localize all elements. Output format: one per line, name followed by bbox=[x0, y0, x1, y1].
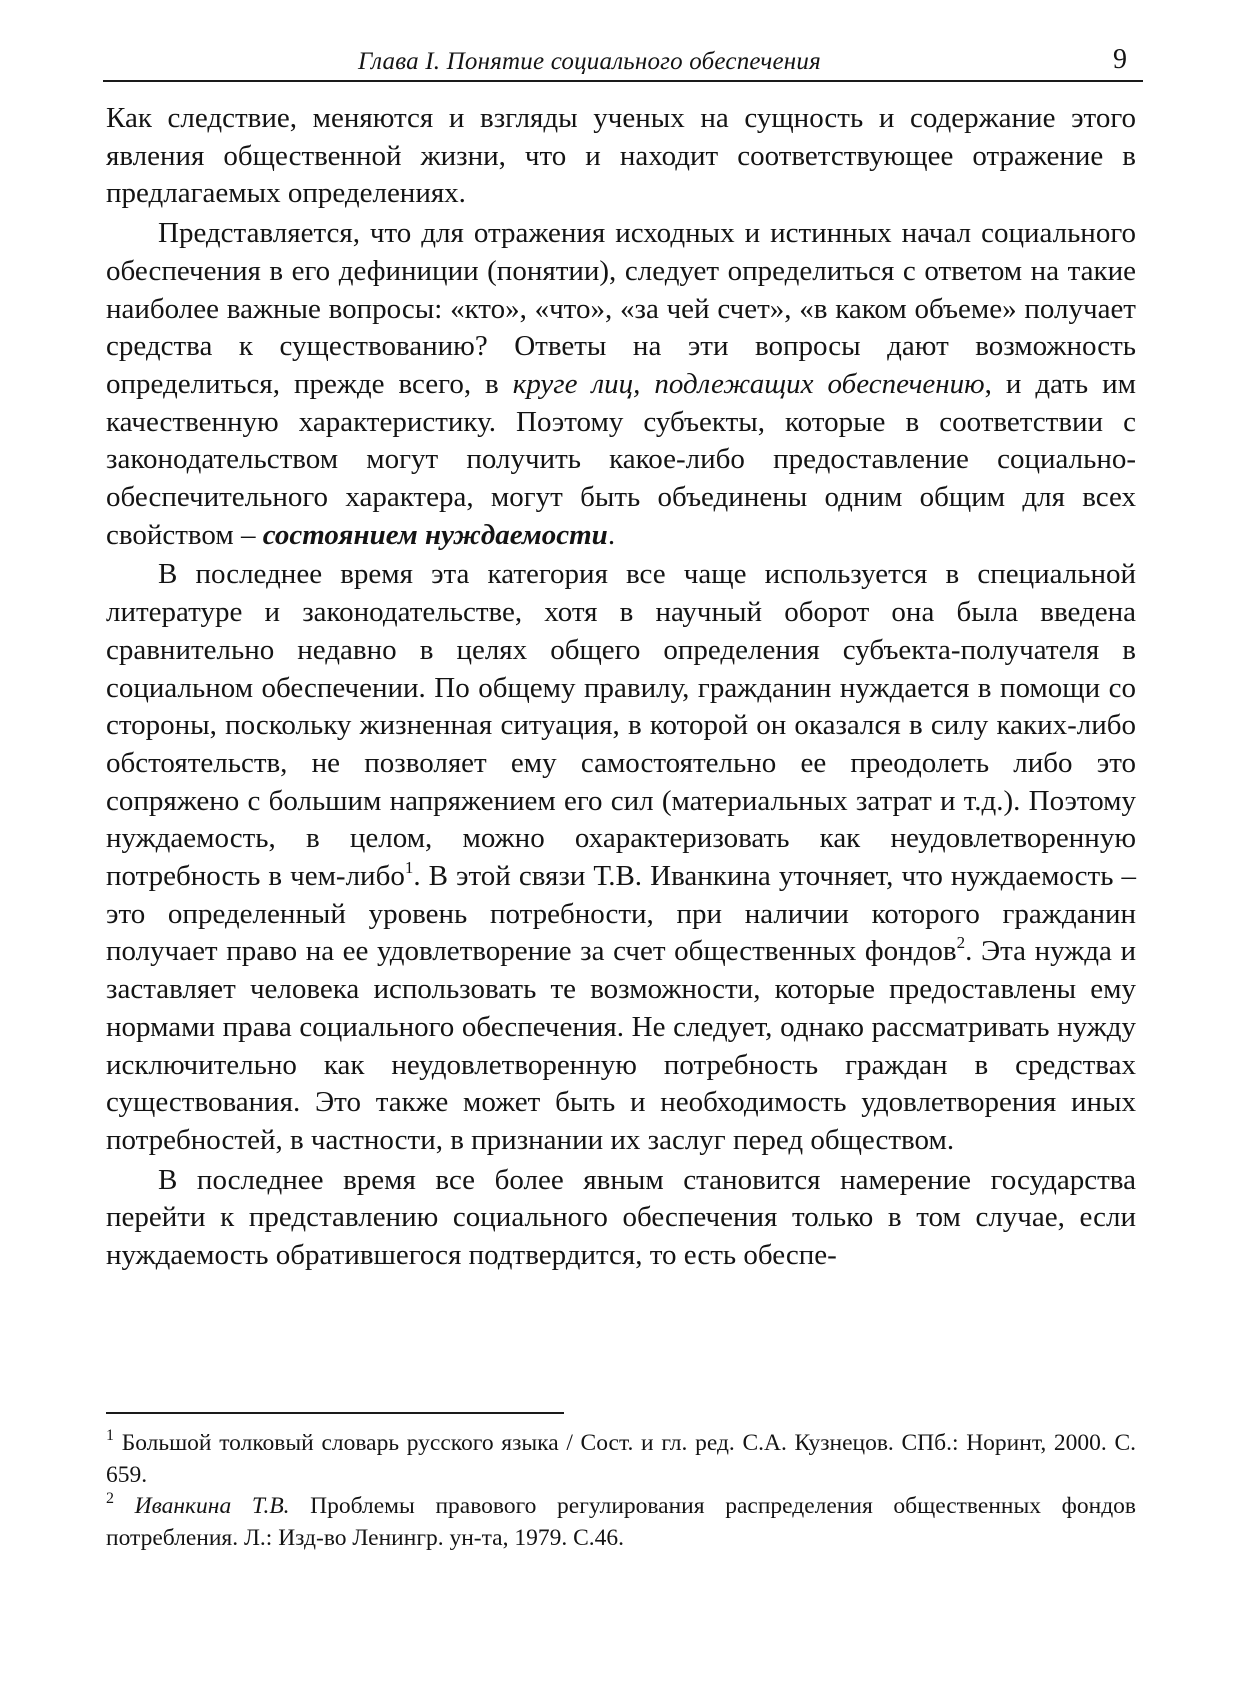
body-text bbox=[106, 100, 1136, 1277]
footnote-1 bbox=[106, 1428, 1136, 1491]
paragraph-3-text-1: В последнее время эта категория все чаще используется в специальной литературе и законодательстве, хотя в научный оборот она была введена сравнительно недавно в целях общего определения субъекта-получателя в социальном обеспечении. По общему правилу, гражданин нуждается в помощи со стороны, поскольку жизненная ситуация, в которой он оказался в силу каких-либо обстоятельств, не позволяет ему самостоятельно ее преодолеть либо это сопряжено с большим напряжением его сил (материальных затрат и т.д.). Поэтому нуждаемость, в целом, можно охарактеризовать как неудовлетворенную потребность в чем-либо bbox=[106, 558, 1136, 893]
paragraph-2-text-3: . bbox=[607, 518, 616, 551]
footnote-2-author: Иванкина Т.В. bbox=[134, 1493, 290, 1519]
paragraph-4: В последнее время все более явным становится намерение государства перейти к представлению социального обеспечения только в том случае, если нуждаемость обратившегося подтвердится, то есть обеспе- bbox=[106, 1163, 1136, 1272]
footnote-2-text: Проблемы правового регулирования распределения общественных фондов потребления. Л.: Изд-во Ленингр. ун-та, 1979. С.46. bbox=[106, 1493, 1137, 1551]
paragraph-3 bbox=[106, 556, 1136, 1159]
paragraph-1: Как следствие, меняются и взгляды ученых на сущность и содержание этого явления общественной жизни, что и находит соответствующее отражение в предлагаемых определениях. bbox=[106, 102, 1136, 210]
footnote-separator bbox=[106, 1412, 564, 1414]
chapter-title: Глава I. Понятие социального обеспечения bbox=[358, 48, 821, 75]
footnote-2 bbox=[106, 1491, 1136, 1554]
footnote-1-marker: 1 bbox=[106, 1427, 114, 1444]
footnote-1-text: Большой толковый словарь русского языка / Сост. и гл. ред. С.А. Кузнецов. СПб.: Норинт, 2000. С. 659. bbox=[106, 1430, 1137, 1488]
page-number: 9 bbox=[1113, 44, 1127, 75]
header-rule bbox=[103, 80, 1143, 82]
footnote-ref-2[interactable]: 2 bbox=[956, 933, 966, 953]
paragraph-3-text-3: . Эта нужда и заставляет человека использовать те возможности, которые предоставлены ему нормами права социального обеспечения. Не следует, однако рассматривать нужду исключительно как неудовлетворенную потребность граждан в средствах существования. Это также может быть и необходимость удовлетворения иных потребностей, в частности, в признании их заслуг перед обществом. bbox=[106, 935, 1136, 1156]
paragraph-2-text-1: Представляется, что для отражения исходных и истинных начал социального обеспечения в его дефиниции (понятии), следует определиться с ответом на такие наиболее важные вопросы: «кто», «что», «за чей счет», «в каком объеме» получает средства к существованию? Ответы на эти вопросы дают возможность определиться, прежде всего, в bbox=[106, 217, 1136, 400]
running-header bbox=[103, 46, 1143, 82]
footnote-ref-1[interactable]: 1 bbox=[404, 858, 414, 878]
footnotes bbox=[106, 1428, 1136, 1554]
paragraph-2 bbox=[106, 215, 1136, 554]
emphasis-persons-subject: круге лиц, подлежащих обеспечению bbox=[512, 367, 985, 400]
paragraph-2-text-2: , и дать им качественную характеристику. Поэтому субъекты, которые в соответствии с законодательством могут получить какое-либо предоставление социально-обеспечительного характера, могут быть объединены одним общим для всех свойством – bbox=[106, 367, 1137, 551]
footnote-2-marker: 2 bbox=[106, 1490, 114, 1507]
paragraph-3-text-2: . В этой связи Т.В. Иванкина уточняет, что нуждаемость – это определенный уровень потребности, при наличии которого гражданин получает право на ее удовлетворение за счет общественных фондов bbox=[106, 860, 1136, 968]
emphasis-state-of-need: состоянием нуждаемости bbox=[262, 518, 608, 551]
